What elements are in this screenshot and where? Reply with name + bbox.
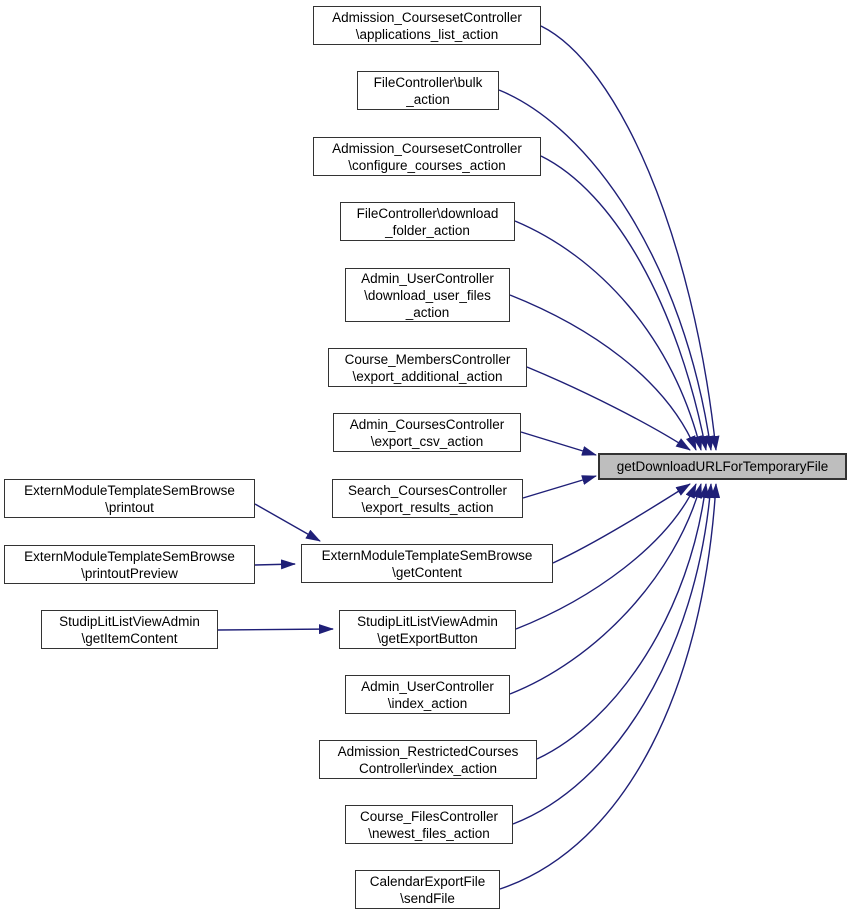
node-label-line: \applications_list_action: [355, 26, 499, 42]
node-label-line: _action: [405, 304, 450, 320]
node-label-line: StudipLitListViewAdmin: [59, 613, 200, 629]
node-extern-printout-preview[interactable]: [4, 545, 255, 584]
node-extern-get-content[interactable]: [301, 544, 553, 583]
edge-extern-printout-preview--extern-get-content: [255, 564, 295, 565]
node-label-line: \configure_courses_action: [348, 157, 506, 173]
node-label-line: Admission_RestrictedCourses: [337, 743, 519, 759]
node-applications-list-action[interactable]: [313, 6, 541, 45]
node-label-line: ExternModuleTemplateSemBrowse: [24, 548, 235, 564]
edge-configure-courses-action--get-download-url-for-temporary-file: [541, 156, 706, 450]
node-label-line: \getContent: [392, 564, 462, 580]
node-label-line: Admin_UserController: [361, 678, 494, 694]
node-label-line: FileController\download: [356, 205, 499, 221]
edge-export-csv-action--get-download-url-for-temporary-file: [521, 432, 596, 455]
node-configure-courses-action[interactable]: [313, 137, 541, 176]
node-label-line: Course_FilesController: [359, 808, 499, 824]
node-label-line: \export_additional_action: [352, 368, 503, 384]
node-label-line: Course_MembersController: [344, 351, 511, 367]
edge-export-results-action--get-download-url-for-temporary-file: [523, 476, 596, 498]
node-admission-restricted-index-action[interactable]: [319, 740, 537, 779]
node-export-results-action[interactable]: [332, 479, 523, 518]
node-download-folder-action[interactable]: [340, 202, 515, 241]
node-label-line: FileController\bulk: [373, 74, 483, 90]
node-label-line: Admin_CoursesController: [349, 416, 505, 432]
node-label-line: \printoutPreview: [81, 565, 178, 581]
node-label-line: Admission_CoursesetController: [332, 140, 522, 156]
edge-extern-get-content--get-download-url-for-temporary-file: [553, 484, 690, 563]
node-label-line: _folder_action: [385, 222, 470, 238]
node-label-line: \sendFile: [400, 890, 455, 906]
node-studip-get-item-content[interactable]: [41, 610, 218, 649]
node-get-download-url-for-temporary-file: [598, 453, 847, 480]
node-extern-printout[interactable]: [4, 479, 255, 518]
node-label-line: \export_csv_action: [370, 433, 484, 449]
node-bulk-action[interactable]: [357, 71, 499, 110]
node-label-line: getDownloadURLForTemporaryFile: [616, 459, 829, 474]
node-label-line: Search_CoursesController: [347, 482, 508, 498]
node-label-line: \index_action: [387, 695, 468, 711]
node-admin-user-index-action[interactable]: [345, 675, 510, 714]
node-label-line: Admin_UserController: [361, 270, 494, 286]
node-label-line: \export_results_action: [361, 499, 494, 515]
node-label-line: ExternModuleTemplateSemBrowse: [24, 482, 235, 498]
node-download-user-files-action[interactable]: [345, 268, 510, 322]
node-label-line: ExternModuleTemplateSemBrowse: [321, 547, 533, 563]
node-label-line: \printout: [105, 499, 154, 515]
node-export-csv-action[interactable]: [333, 413, 521, 452]
node-export-additional-action[interactable]: [328, 348, 527, 387]
edge-extern-printout--extern-get-content: [255, 504, 320, 541]
node-newest-files-action[interactable]: [345, 805, 513, 844]
node-label-line: CalendarExportFile: [369, 873, 486, 889]
edge-download-folder-action--get-download-url-for-temporary-file: [515, 221, 701, 450]
node-label-line: StudipLitListViewAdmin: [357, 613, 498, 629]
node-label-line: \getExportButton: [377, 630, 478, 646]
node-label-line: \getItemContent: [81, 630, 178, 646]
node-studip-get-export-button[interactable]: [339, 610, 516, 649]
node-label-line: _action: [406, 91, 450, 107]
node-label-line: Controller\index_action: [358, 760, 498, 776]
node-label-line: \download_user_files: [364, 287, 491, 303]
edge-applications-list-action--get-download-url-for-temporary-file: [541, 26, 716, 450]
node-label-line: \newest_files_action: [368, 825, 490, 841]
node-label-line: Admission_CoursesetController: [332, 9, 522, 25]
edge-studip-get-item-content--studip-get-export-button: [218, 629, 333, 630]
edge-admin-user-index-action--get-download-url-for-temporary-file: [510, 484, 701, 694]
node-calendar-send-file[interactable]: [355, 870, 500, 909]
edge-export-additional-action--get-download-url-for-temporary-file: [527, 367, 690, 450]
